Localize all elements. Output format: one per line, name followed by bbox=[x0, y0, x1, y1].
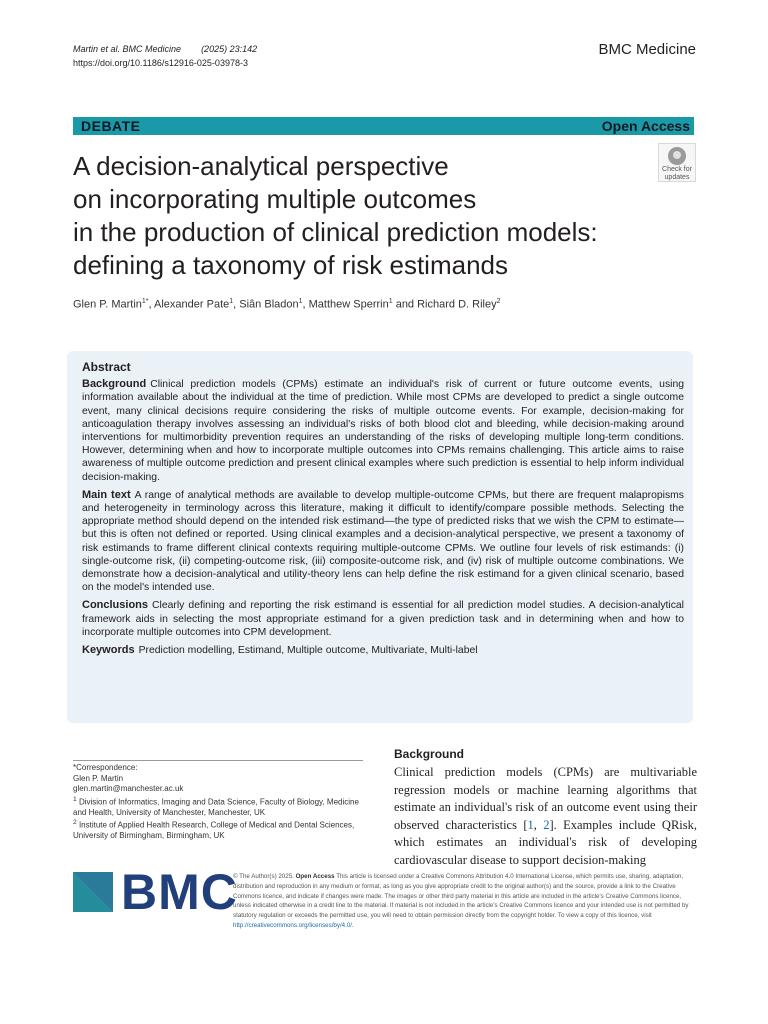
license-open-access: Open Access bbox=[295, 873, 335, 880]
author-name[interactable]: Matthew Sperrin bbox=[308, 298, 389, 311]
check-updates-line1: Check for bbox=[662, 166, 692, 173]
abstract-background-text: Clinical prediction models (CPMs) estimate an individual's risk of current or future outcome events, using information available about the individual at the time of prediction. While most CPMs are developed to predict a single outcome event, many clinical decisions require considering the risks of multiple outcome events. For example, decision-making for anticoagulation therapy involves assessing an individual's risks of both blood clot and bleeding, while decision-making around interventions for multimorbidity prevention requires an understanding of the risks of developing multiple long-term conditions. However, determining when and how to incorporate multiple outcomes into CPMs remains challenging. This article aims to raise awareness of multiple outcome prediction and present clinical examples where such prediction is essential to help inform individual decision-making. bbox=[82, 379, 684, 483]
citation-link[interactable]: 2 bbox=[543, 817, 550, 832]
citation-header bbox=[73, 42, 257, 70]
abstract-heading: Abstract bbox=[82, 360, 131, 374]
bmc-logo-icon bbox=[73, 872, 113, 912]
author-name[interactable]: Alexander Pate bbox=[154, 298, 230, 311]
author-name[interactable]: Glen P. Martin bbox=[73, 298, 142, 311]
affiliation-1 bbox=[73, 795, 363, 819]
author-affiliation: 1* bbox=[141, 298, 149, 305]
article-type-label: DEBATE bbox=[81, 118, 141, 134]
abstract-main-text bbox=[82, 489, 684, 595]
license-statement bbox=[233, 872, 698, 931]
correspondence-name: Glen P. Martin bbox=[73, 773, 124, 783]
license-link[interactable]: http://creativecommons.org/licenses/by/4.0/ bbox=[233, 921, 352, 929]
author-separator: and bbox=[392, 298, 418, 311]
abstract-keywords-label: Keywords bbox=[82, 644, 135, 657]
abstract-main-label: Main text bbox=[82, 488, 131, 501]
article-title bbox=[73, 150, 673, 282]
author-separator: , bbox=[233, 298, 240, 311]
author-separator: , bbox=[148, 298, 155, 311]
author-name[interactable]: Siân Bladon bbox=[239, 298, 299, 311]
author-affiliation: 2 bbox=[496, 298, 501, 305]
title-line: on incorporating multiple outcomes bbox=[73, 184, 477, 214]
title-line: in the production of clinical prediction models: bbox=[73, 217, 598, 247]
author-affiliation: 1 bbox=[388, 298, 393, 305]
author-name[interactable]: Richard D. Riley bbox=[417, 298, 497, 311]
abstract-main-body: A range of analytical methods are available to develop multiple-outcome CPMs, but there are frequent malapropisms and heterogeneity in terminology across this literature, making it difficult to identify/compare possible methods. Selecting the appropriate method should depend on the intended risk estimand—the type of predicted risks that we wish the CPM to estimate—but this is often not defined or reported. Using clinical examples and a decision-analytical perspective, we present a taxonomy of risk estimands to frame different clinical contexts requiring multiple-outcome CPMs. We outline four levels of risk estimands: (i) single-outcome risk, (ii) competing-outcome risk, (iii) composite-outcome risk, and (iv) risk of multiple outcome combinations. We demonstrate how a decision-analytical and utility-theory lens can help define the risk estimand for a given clinical scenario, based on the model's intended use. bbox=[82, 489, 684, 594]
journal-name: BMC Medicine bbox=[598, 41, 696, 58]
title-line: defining a taxonomy of risk estimands bbox=[73, 250, 508, 280]
affiliation-2 bbox=[73, 818, 363, 842]
license-text: This article is licensed under a Creative Commons Attribution 4.0 International License, which permits use, sharing, adaptation, distribution and reproduction in any medium or format, as long as you give appropriate credit to the original author(s) and the source, provide a link to the Creative Commons licence, and indicate if changes were made. The images or other third party material in this article are included in the article's Creative Commons licence, unless indicated otherwise in a credit line to the material. If material is not included in the article's Creative Commons licence and your intended use is not permitted by statutory regulation or exceeds the permitted use, you will need to obtain permission directly from the copyright holder. To view a copy of this licence, visit bbox=[233, 873, 689, 920]
author-list bbox=[73, 298, 693, 311]
abstract-background-label: Background bbox=[82, 378, 147, 391]
author-affiliation: 1 bbox=[298, 298, 303, 305]
citation-link[interactable]: 1 bbox=[527, 817, 534, 832]
correspondence-label: *Correspondence: bbox=[73, 763, 138, 772]
affiliation-number: 1 bbox=[73, 795, 77, 803]
correspondence-email[interactable]: glen.martin@manchester.ac.uk bbox=[73, 784, 184, 793]
abstract-conclusions-text: Clearly defining and reporting the risk estimand is essential for all prediction model studies. A decision-analytical framework aids in selecting the most appropriate estimand for a given prediction task and in determining when and how to incorporate multiple outcomes into CPM development. bbox=[82, 600, 684, 638]
license-end: . bbox=[352, 921, 354, 929]
affiliation-number: 2 bbox=[73, 819, 77, 827]
abstract-conclusions bbox=[82, 599, 684, 639]
bmc-logo-text: BMC bbox=[121, 864, 238, 920]
author-affiliation: 1 bbox=[229, 298, 234, 305]
background-paragraph bbox=[394, 764, 697, 869]
doi-link[interactable]: https://doi.org/10.1186/s12916-025-03978-3 bbox=[73, 58, 248, 68]
open-access-label: Open Access bbox=[601, 118, 690, 134]
author-separator: , bbox=[302, 298, 309, 311]
abstract-keywords-text: Prediction modelling, Estimand, Multiple outcome, Multivariate, Multi-label bbox=[138, 645, 478, 657]
footnote-divider bbox=[73, 760, 363, 761]
title-line: A decision-analytical perspective bbox=[73, 151, 449, 181]
abstract bbox=[82, 361, 684, 662]
body-text: Clinical prediction models (CPMs) are multivariable regression models or machine learning algorithms that estimate an individual's risk of an outcome event using their observed characteristics [ bbox=[394, 765, 697, 832]
citation-year: (2025) 23:142 bbox=[201, 44, 258, 54]
license-prefix: © The Author(s) 2025. bbox=[233, 873, 294, 880]
affiliation-text: Institute of Applied Health Research, College of Medical and Dental Sciences, University of Birmingham, Birmingham, UK bbox=[73, 820, 355, 841]
citation-authors: Martin et al. BMC Medicine bbox=[73, 44, 182, 54]
article-type-banner bbox=[73, 117, 694, 135]
body-text: ]. Examples include QRisk, which estimates an individual's risk of developing cardiovascular disease to support decision-making bbox=[394, 817, 697, 867]
check-updates-line2: updates bbox=[664, 174, 690, 181]
body-text: , bbox=[533, 817, 544, 832]
section-heading-background: Background bbox=[394, 747, 465, 761]
abstract-keywords bbox=[82, 644, 684, 657]
correspondence-notes bbox=[73, 760, 363, 842]
affiliation-text: Division of Informatics, Imaging and Data Science, Faculty of Biology, Medicine and Health, University of Manchester, Manchester, UK bbox=[73, 797, 359, 817]
abstract-conclusions-label: Conclusions bbox=[82, 599, 149, 612]
abstract-background bbox=[82, 378, 684, 484]
